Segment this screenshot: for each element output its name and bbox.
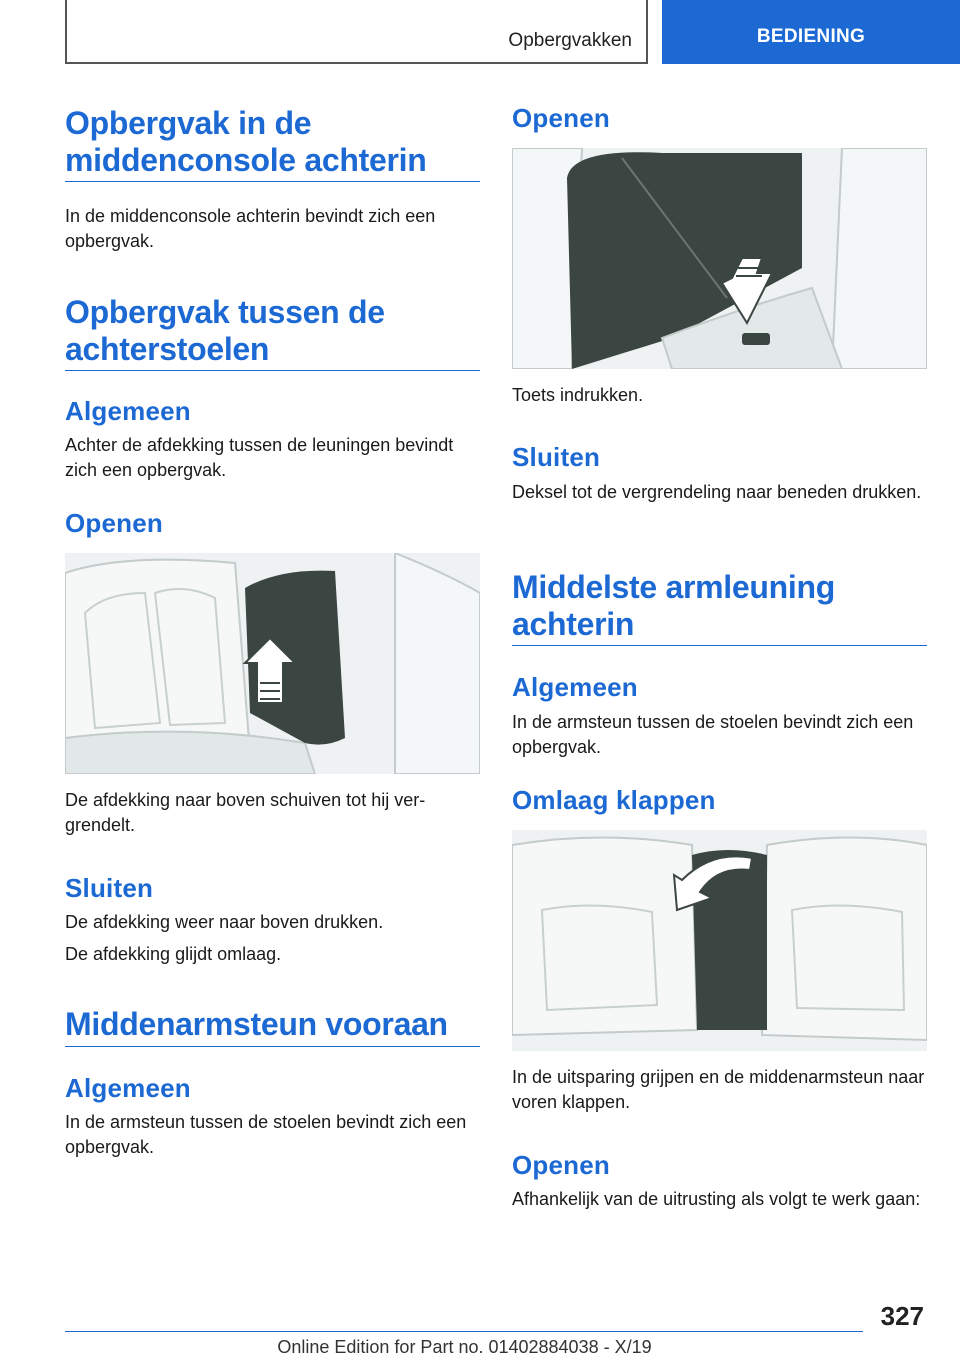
section-title: Opbergvakken	[508, 30, 632, 51]
text-fold-down: In de uitsparing grijpen en de middenarmsteun naar voren klappen.	[512, 1067, 925, 1112]
chapter-tab: BEDIENING	[662, 0, 960, 64]
header-frame	[65, 0, 648, 64]
subheading-open-1: Openen	[65, 508, 163, 538]
heading-storage-console: Opbergvak in de middenconsole achterin	[65, 105, 427, 178]
heading-rule	[512, 645, 927, 646]
text-open-2: Toets indrukken.	[512, 385, 644, 405]
text-general-3: In de armsteun tussen de stoelen bevindt zich een opbergvak.	[512, 712, 914, 757]
subheading-general-3: Algemeen	[512, 672, 638, 702]
footer-edition: Online Edition for Part no. 01402884038 - X/19	[277, 1337, 652, 1357]
subheading-general-2: Algemeen	[65, 1073, 191, 1103]
text-general-2: In de armsteun tussen de stoelen bevindt zich een opbergvak.	[65, 1112, 467, 1157]
text-storage-console: In de middenconsole achterin bevindt zich een opbergvak.	[65, 206, 436, 251]
illustration-seat-cover-slide-up	[65, 553, 480, 774]
heading-rule	[65, 181, 480, 182]
text-open-1: De afdekking naar boven schuiven tot hij vergrendelt.	[65, 790, 426, 835]
text-general-1: Achter de afdekking tussen de leuningen bevindt zich een opbergvak.	[65, 435, 454, 480]
text-close-1b: De afdekking glijdt omlaag.	[65, 944, 282, 964]
heading-between-seats: Opbergvak tussen de achterstoelen	[65, 294, 385, 367]
subheading-open-3: Openen	[512, 1150, 610, 1180]
heading-rule	[65, 1046, 480, 1047]
subheading-general-1: Algemeen	[65, 396, 191, 426]
subheading-close-2: Sluiten	[512, 442, 601, 472]
text-close-2: Deksel tot de vergrendeling naar beneden drukken.	[512, 482, 922, 502]
page-number: 327	[880, 1301, 924, 1331]
illustration-console-button-press	[512, 148, 927, 369]
subheading-close-1: Sluiten	[65, 873, 154, 903]
subheading-open-2: Openen	[512, 103, 610, 133]
footer-rule	[65, 1331, 863, 1332]
heading-rear-armrest: Middelste armleuning achterin	[512, 569, 835, 642]
heading-rule	[65, 370, 480, 371]
text-close-1a: De afdekking weer naar boven drukken.	[65, 912, 384, 932]
text-open-3: Afhankelijk van de uitrusting als volgt te werk gaan:	[512, 1189, 921, 1209]
illustration-armrest-fold-down	[512, 830, 927, 1051]
heading-front-armrest: Middenarmsteun vooraan	[65, 1006, 448, 1042]
subheading-fold-down: Omlaag klappen	[512, 785, 716, 815]
